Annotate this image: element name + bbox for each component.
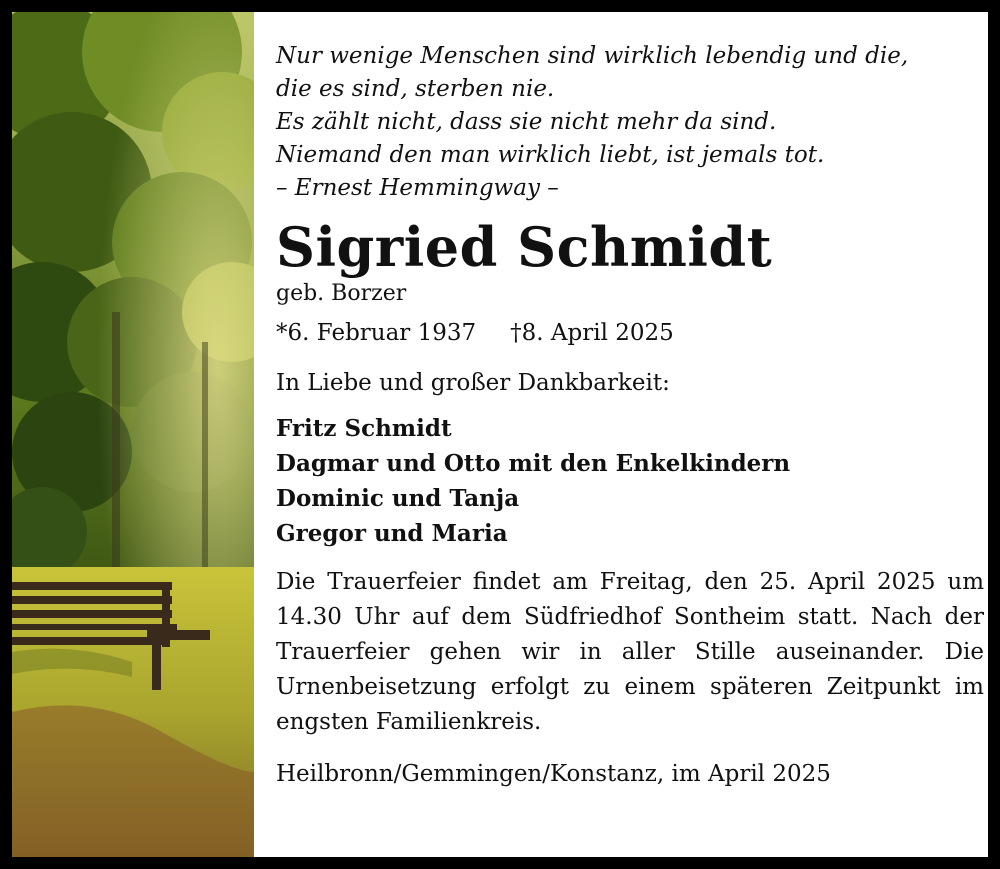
- quote-attribution: – Ernest Hemmingway –: [276, 175, 559, 201]
- quote-line: Es zählt nicht, dass sie nicht mehr da sind.: [276, 109, 777, 135]
- mourner-name: Dagmar und Otto mit den Enkelkindern: [276, 450, 791, 477]
- deceased-name: Sigried Schmidt: [276, 215, 773, 279]
- quote-line: Nur wenige Menschen sind wirklich lebendig und die,: [276, 43, 909, 69]
- life-dates: [276, 317, 984, 349]
- place-and-date: Heilbronn/Gemmingen/Konstanz, im April 2025: [276, 761, 831, 787]
- quote-line: die es sind, sterben nie.: [276, 76, 555, 102]
- funeral-details: Die Trauerfeier findet am Freitag, den 25. April 2025 um 14.30 Uhr auf dem Südfriedhof Sontheim statt. Nach der Trauerfeier gehen wir in aller Stille auseinander. Die Urnenbeisetzung erfolgt zu einem späteren Zeitpunkt im engsten Familienkreis.: [276, 569, 984, 735]
- obituary-text: [276, 40, 984, 790]
- death-date: †8. April 2025: [510, 320, 674, 346]
- mourner-name: Dominic und Tanja: [276, 485, 520, 512]
- memorial-quote: [276, 40, 984, 205]
- birth-name: geb. Borzer: [276, 281, 407, 306]
- dedication-line: In Liebe und großer Dankbarkeit:: [276, 370, 670, 396]
- quote-line: Niemand den man wirklich liebt, ist jemals tot.: [276, 142, 825, 168]
- mourners-list: [276, 411, 984, 551]
- mourner-name: Gregor und Maria: [276, 520, 508, 547]
- park-bench-photo: [12, 12, 254, 857]
- mourner-name: Fritz Schmidt: [276, 415, 452, 442]
- birth-date: *6. Februar 1937: [276, 320, 477, 346]
